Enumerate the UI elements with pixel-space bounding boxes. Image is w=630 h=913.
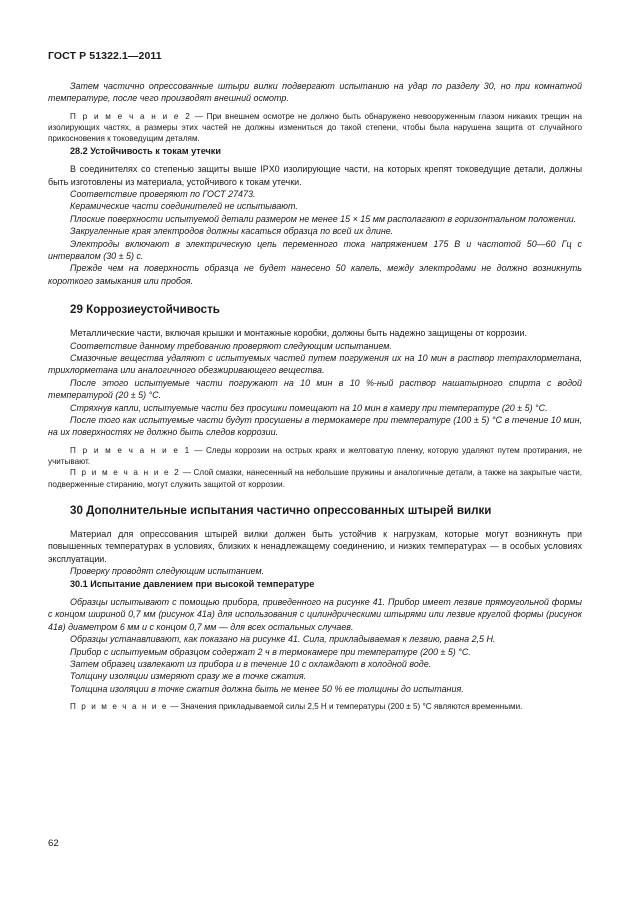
note-text: — При внешнем осмотре не должно быть обнаружено невооруженным глазом никаких трещин на изолирующих частях, а размеры этих частей не должны измениться до такой степени, чтобы была нарушена защита от случайного прикосновения к токоведущим деталям.	[48, 111, 582, 144]
note-text: — Слой смазки, нанесенный на небольшие пружины и аналогичные детали, а также на закрытые части, подверженные стиранию, могут служить защитой от коррозии.	[48, 468, 582, 489]
note-label: П р и м е ч а н и е 2	[70, 468, 181, 478]
paragraph-30-1-cooling: Затем образец извлекают из прибора и в течение 10 с охлаждают в холодной воде.	[70, 659, 432, 670]
paragraph-29-immersion: После этого испытуемые части погружают на 10 мин в 10 %-ный раствор нашатырного спирта с водой температурой (20 ± 5) °С.	[48, 377, 582, 401]
section-heading-29: 29 Коррозиеустойчивость	[70, 303, 220, 317]
section-heading-30: 30 Дополнительные испытания частично опрессованных штырей вилки	[70, 504, 492, 518]
paragraph-28-2-surface: Плоские поверхности испытуемой детали размером не менее 15 × 15 мм располагают в горизонтальном положении.	[70, 213, 577, 224]
paragraph-intro: Затем частично опрессованные штыри вилки подвергают испытанию на удар по разделу 30, но при комнатной температуре, после чего производят внешний осмотр.	[48, 81, 582, 104]
note-temporary-values	[48, 701, 582, 712]
paragraph-29-requirement: Металлические части, включая крышки и монтажные коробки, должны быть надежно защищены от коррозии.	[70, 328, 528, 339]
subsection-heading-30-1: 30.1 Испытание давлением при высокой температуре	[70, 578, 315, 589]
paragraph-28-2-electrodes: Закругленные края электродов должны касаться образца по всей их длине.	[70, 226, 394, 237]
paragraph-28-2-requirement: В соединителях со степенью защиты выше IPX0 изолирующие части, на которых крепят токоведущие детали, должны быть изготовлены из материала, устойчивого к токам утечки.	[48, 164, 582, 187]
paragraph-29-compliance: Соответствие данному требованию проверяют следующим испытанием.	[70, 340, 392, 351]
paragraph-30-1-measure: Толщину изоляции измеряют сразу же в точке сжатия.	[70, 671, 307, 682]
paragraph-30-1-mounting: Образцы устанавливают, как показано на рисунке 41. Сила, прикладываемая к лезвию, равна 2,5 Н.	[70, 634, 496, 645]
paragraph-28-2-drops: Прежде чем на поверхность образца не будет нанесено 50 капель, между электродами не должно возникнуть короткого замыкания или пробоя.	[48, 263, 582, 286]
paragraph-28-2-ceramic: Керамические части соединителей не испытывают.	[70, 201, 298, 212]
paragraph-30-test: Проверку проводят следующим испытанием.	[70, 566, 265, 577]
paragraph-29-drying: После того как испытуемые части будут просушены в термокамере при температуре (100 ± 5) °С в течение 10 мин, на их поверхностях не должно быть следов коррозии.	[48, 415, 582, 438]
subsection-heading-28-2: 28.2 Устойчивость к токам утечки	[70, 145, 221, 156]
note-label: П р и м е ч а н и е 1	[70, 445, 191, 455]
paragraph-29-degrease: Смазочные вещества удаляют с испытуемых частей путем погружения их на 10 мин в раствор тетрахлорметана, трихлорметана или аналогичного обезжиривающего вещества.	[48, 352, 582, 376]
note-grease-protection	[48, 467, 582, 490]
paragraph-28-2-circuit: Электроды включают в электрическую цепь переменного тока напряжением 175 В и частотой 50—60 Гц с интервалом (30 ± 5) с.	[48, 238, 582, 261]
paragraph-29-chamber: Стряхнув капли, испытуемые части без просушки помещают на 10 мин в камеру при температуре (20 ± 5) °С.	[70, 402, 548, 413]
standard-designation: ГОСТ Р 51322.1—2011	[48, 50, 162, 62]
note-text: — Следы коррозии на острых краях и желтоватую пленку, которую удаляют путем протирания, не учитывают.	[48, 445, 583, 467]
note-visual-inspection	[48, 111, 582, 145]
paragraph-30-1-heating: Прибор с испытуемым образцом содержат 2 ч в термокамере при температуре (200 ± 5) °С.	[70, 646, 471, 657]
note-corrosion-edges	[48, 445, 582, 468]
paragraph-28-2-compliance: Соответствие проверяют по ГОСТ 27473.	[70, 188, 256, 199]
paragraph-30-1-criterion: Толщина изоляции в точке сжатия должна быть не менее 50 % ее толщины до испытания.	[70, 683, 464, 694]
page-number: 62	[48, 838, 59, 849]
note-label: П р и м е ч а н и е	[70, 702, 169, 712]
note-text: — Значения прикладываемой силы 2,5 Н и температуры (200 ± 5) °С являются временными.	[168, 702, 523, 712]
page-content	[48, 80, 582, 713]
paragraph-30-requirement: Материал для опрессования штырей вилки должен быть устойчив к нагрузкам, которые могут возникнуть при повышенных температурах в условиях, близких к ненадлежащему соединению, и низких температурах — в особых условиях эксплуатации.	[48, 529, 582, 564]
paragraph-30-1-apparatus: Образцы испытывают с помощью прибора, приведенного на рисунке 41. Прибор имеет лезвие прямоугольной формы с концом шириной 0,7 мм (рисунок 41а) для использования с цилиндрическими штырями или лезвие круглой формы (рисунок 41в) диаметром 6 мм и с концом 0,7 мм — для всех остальных случаев.	[48, 597, 582, 632]
note-label: П р и м е ч а н и е 2	[70, 111, 192, 121]
